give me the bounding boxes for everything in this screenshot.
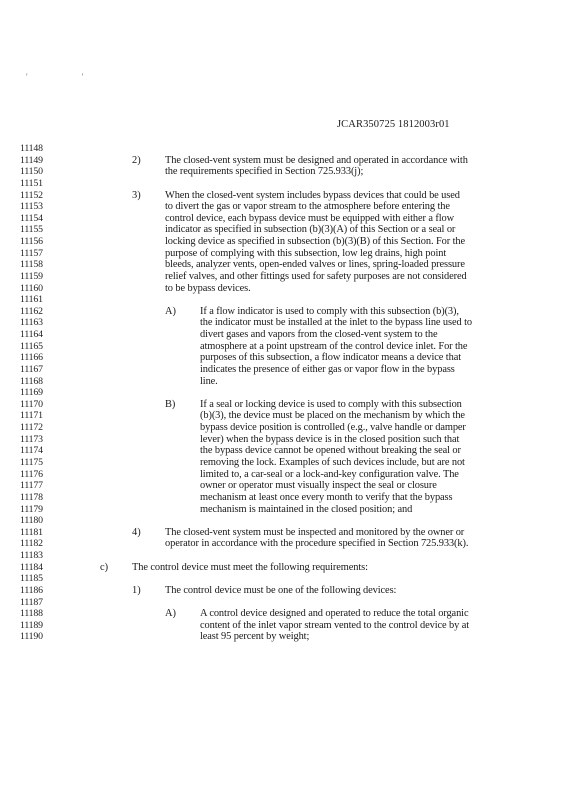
text-line: control device, each bypass device must be equipped with either a flow (165, 212, 455, 224)
line-number: 11181 (20, 526, 43, 538)
text-line: atmosphere at a point upstream of the control device inlet. For the (200, 340, 468, 352)
line-number: 11154 (20, 212, 43, 224)
line-number: 11174 (20, 445, 43, 457)
line-number: 11188 (20, 608, 43, 620)
text-line: the bypass device cannot be opened without breaking the seal or (200, 445, 461, 457)
text-line: (b)(3), the device must be placed on the mechanism by which the (200, 410, 465, 422)
line-number: 11157 (20, 247, 43, 259)
line-number: 11152 (20, 189, 43, 201)
line-number: 11167 (20, 363, 43, 375)
line-number: 11166 (20, 352, 43, 364)
line-number: 11161 (20, 294, 43, 306)
line-number: 11175 (20, 457, 43, 468)
text-line: limited to, a car-seal or a lock-and-key configuration valve. The (200, 468, 459, 480)
line-number: 11156 (20, 236, 43, 248)
text-line: When the closed-vent system includes bypass devices that could be used (165, 189, 460, 201)
text-line: operator in accordance with the procedure specified in Section 725.933(k). (165, 538, 469, 550)
text-line: mechanism is maintained in the closed position; and (200, 503, 413, 515)
text-line: content of the inlet vapor stream vented to the control device by at (200, 619, 470, 631)
text-line: mechanism at least once every month to verify that the bypass (200, 491, 453, 503)
line-number: 11173 (20, 433, 43, 445)
line-number: 11170 (20, 398, 43, 410)
line-number: 11183 (20, 550, 43, 562)
scan-marks: ' ' (26, 72, 110, 82)
line-number: 11185 (20, 573, 43, 585)
line-number: 11151 (20, 177, 43, 189)
line-number: 11160 (20, 282, 43, 294)
line-number: 11179 (20, 503, 43, 515)
line-number: 11186 (20, 584, 43, 596)
text-line: least 95 percent by weight; (200, 631, 310, 643)
text-line: indicator as specified in subsection (b)(3)(A) of this Section or a seal or (165, 224, 456, 236)
line-number: 11164 (20, 329, 43, 341)
line-number: 11165 (20, 340, 43, 352)
text-line: the requirements specified in Section 725.933(j); (165, 166, 364, 178)
text-line: The closed-vent system must be inspected and monitored by the owner or (165, 526, 465, 538)
line-number: 11190 (20, 631, 43, 643)
line-number: 11182 (20, 538, 43, 550)
line-number: 11184 (20, 561, 43, 573)
text-line: removing the lock. Examples of such devices include, but are not (200, 457, 465, 468)
line-number: 11171 (20, 410, 43, 422)
item-marker: A) (165, 608, 176, 620)
text-line: line. (200, 375, 218, 387)
text-line: to be bypass devices. (165, 282, 251, 294)
text-line: divert gases and vapors from the closed-vent system to the (200, 329, 438, 341)
document-code: JCAR350725 1812003r01 (337, 119, 450, 130)
text-line: indicates the presence of either gas or vapor flow in the bypass (200, 363, 455, 375)
line-number: 11172 (20, 422, 43, 434)
item-marker: 3) (132, 189, 141, 201)
line-number: 11187 (20, 596, 43, 608)
text-line: the indicator must be installed at the inlet to the bypass line used to (200, 317, 472, 329)
line-number: 11168 (20, 375, 43, 387)
text-line: relief valves, and other fittings used for safety purposes are not considered (165, 270, 467, 282)
line-number: 11178 (20, 491, 43, 503)
line-number: 11150 (20, 166, 43, 178)
line-number: 11189 (20, 619, 43, 631)
line-number: 11149 (20, 154, 43, 166)
line-number: 11163 (20, 317, 43, 329)
line-number: 11162 (20, 305, 43, 317)
item-marker: B) (165, 398, 176, 410)
line-number: 11153 (20, 201, 43, 213)
item-marker: 4) (132, 526, 141, 538)
line-number: 11158 (20, 259, 43, 271)
text-line: bypass device position is controlled (e.g., valve handle or damper (200, 422, 466, 434)
text-line: The control device must be one of the following devices: (165, 584, 397, 596)
line-number: 11159 (20, 270, 43, 282)
text-line: locking device as specified in subsection (b)(3)(B) of this Section. For the (165, 236, 466, 248)
line-number: 11177 (20, 480, 43, 492)
item-marker: 1) (132, 584, 141, 596)
item-marker: A) (165, 305, 176, 317)
line-number: 11148 (20, 143, 43, 154)
text-line: purposes of this subsection, a flow indicator means a device that (200, 352, 461, 364)
text-line: bleeds, analyzer vents, open-ended valves or lines, spring-loaded pressure (165, 259, 465, 271)
text-line: owner or operator must visually inspect the seal or closure (200, 480, 437, 492)
line-number: 11169 (20, 387, 43, 399)
text-line: purpose of complying with this subsection, low leg drains, high point (165, 247, 447, 259)
text-line: A control device designed and operated to reduce the total organic (200, 608, 469, 620)
text-line: If a seal or locking device is used to comply with this subsection (200, 398, 462, 410)
item-marker: c) (100, 561, 109, 573)
text-line: If a flow indicator is used to comply with this subsection (b)(3), (200, 305, 459, 317)
item-marker: 2) (132, 154, 141, 166)
text-line: The closed-vent system must be designed and operated in accordance with (165, 154, 468, 166)
text-line: to divert the gas or vapor stream to the atmosphere before entering the (165, 201, 450, 213)
text-line: lever) when the bypass device is in the closed position such that (200, 433, 460, 445)
line-number: 11155 (20, 224, 43, 236)
text-line: The control device must meet the following requirements: (132, 561, 368, 573)
line-number: 11180 (20, 515, 43, 527)
line-number: 11176 (20, 468, 43, 480)
